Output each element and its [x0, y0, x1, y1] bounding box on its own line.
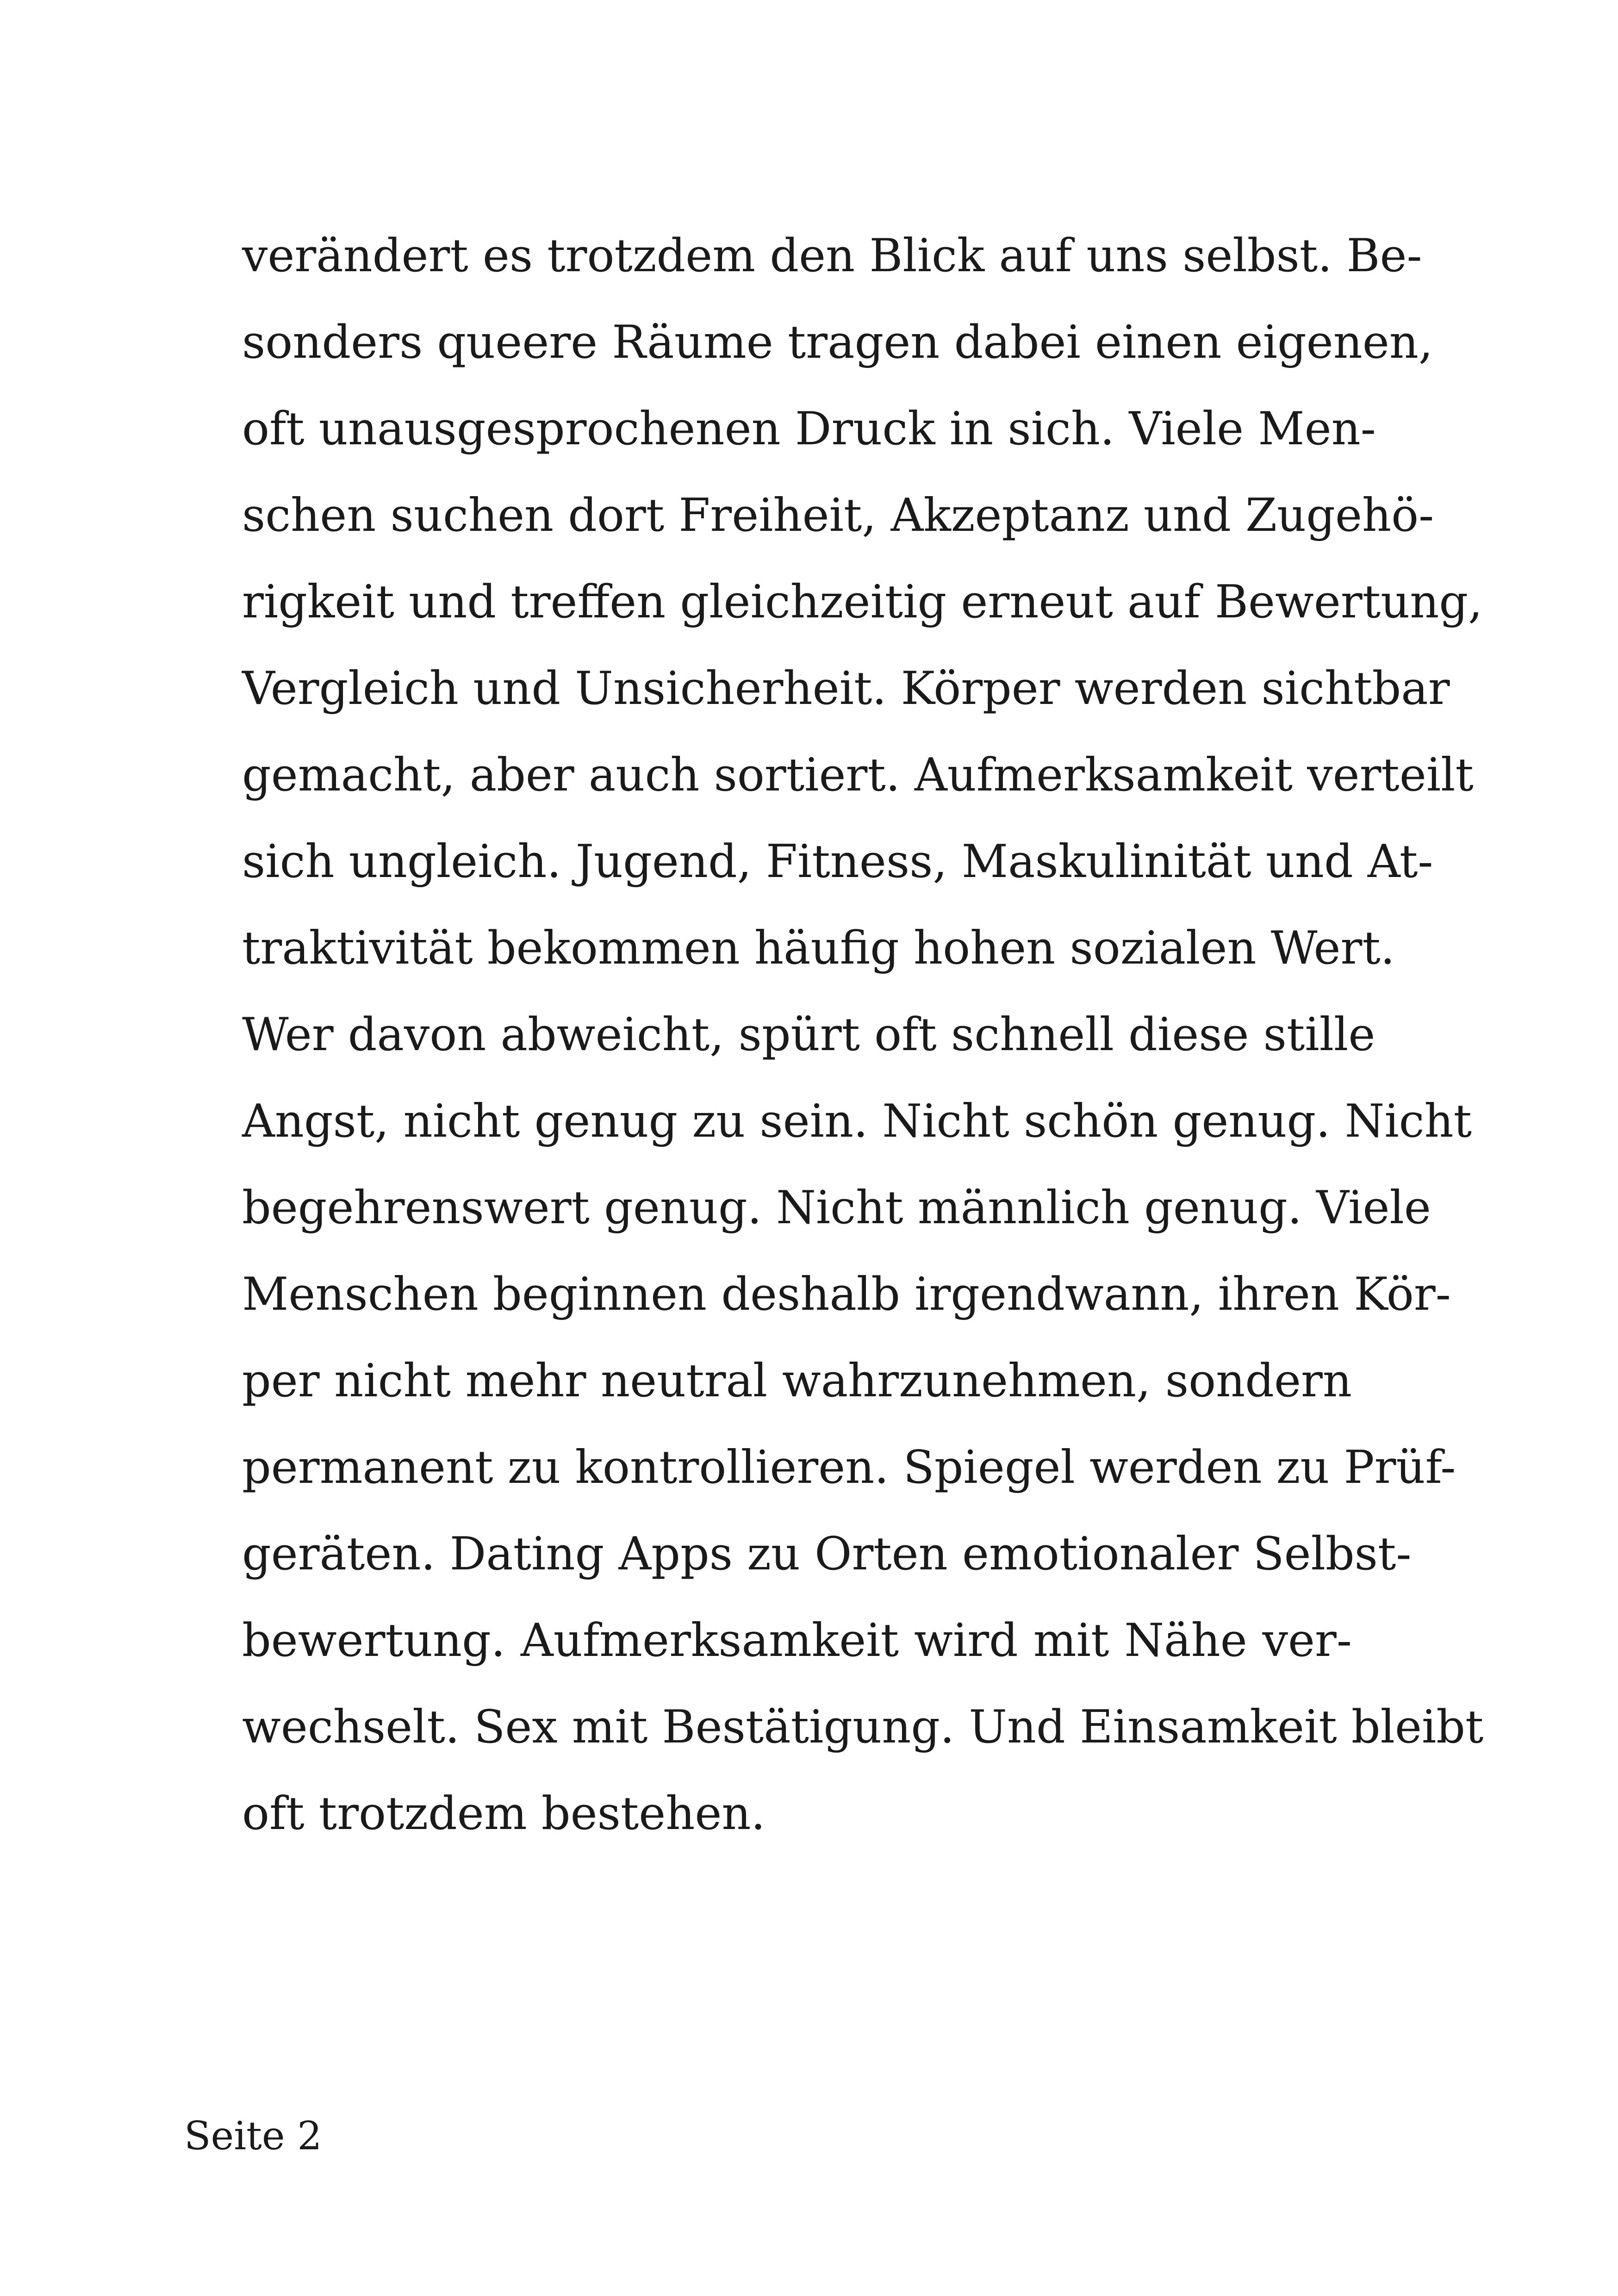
text-line: begehrenswert genug. Nicht männlich genug. Viele — [242, 1182, 1431, 1234]
text-line: sich ungleich. Jugend, Fitness, Maskulinität und At- — [242, 835, 1433, 888]
text-line: Vergleich und Unsicherheit. Körper werden sichtbar — [242, 662, 1450, 715]
text-line: per nicht mehr neutral wahrzunehmen, sondern — [242, 1355, 1352, 1407]
text-line: oft trotzdem bestehen. — [242, 1787, 765, 1840]
page-number: Seite 2 — [184, 2113, 322, 2159]
text-line: wechselt. Sex mit Bestätigung. Und Einsamkeit bleibt — [242, 1701, 1484, 1754]
text-line: Angst, nicht genug zu sein. Nicht schön genug. Nicht — [242, 1095, 1472, 1148]
text-line: schen suchen dort Freiheit, Akzeptanz und Zugehö- — [242, 489, 1434, 542]
text-line: bewertung. Aufmerksamkeit wird mit Nähe ver- — [242, 1614, 1352, 1667]
text-line: Menschen beginnen deshalb irgendwann, ihren Kör- — [242, 1268, 1451, 1321]
text-line: permanent zu kontrollieren. Spiegel werden zu Prüf- — [242, 1441, 1456, 1494]
text-line: Wer davon abweicht, spürt oft schnell diese stille — [242, 1008, 1375, 1061]
body-paragraph — [242, 213, 1484, 1857]
text-line: geräten. Dating Apps zu Orten emotionaler Selbst- — [242, 1528, 1412, 1580]
text-line: gemacht, aber auch sortiert. Aufmerksamkeit verteilt — [242, 749, 1474, 802]
text-line: sonders queere Räume tragen dabei einen eigenen, — [242, 316, 1433, 369]
text-line: oft unausgesprochenen Druck in sich. Viele Men- — [242, 403, 1376, 455]
text-line: traktivität bekommen häufig hohen sozialen Wert. — [242, 922, 1395, 975]
text-line: verändert es trotzdem den Blick auf uns selbst. Be- — [242, 230, 1422, 282]
text-line: rigkeit und treffen gleichzeitig erneut auf Bewertung, — [242, 576, 1483, 628]
